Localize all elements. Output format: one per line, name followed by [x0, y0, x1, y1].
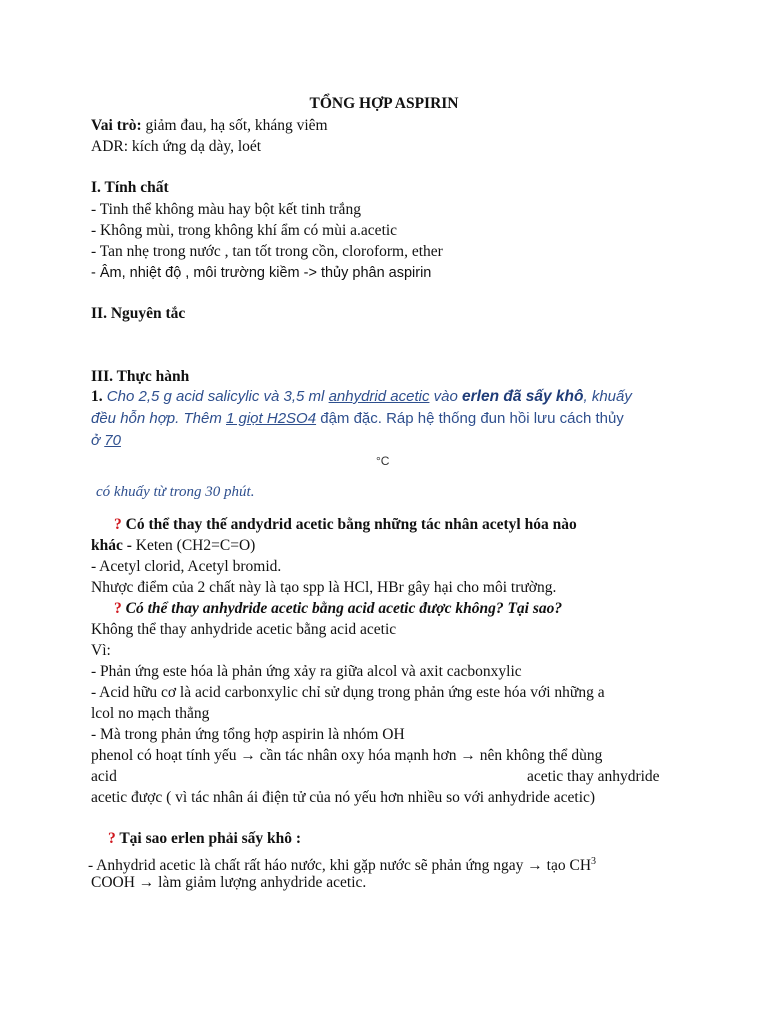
question-dry-erlen: [108, 829, 301, 849]
question-acetylating-agents: [114, 515, 577, 535]
answer-line: Vì:: [91, 642, 111, 659]
question-text: Có thể thay anhydride acetic bằng acid acetic được không? Tại sao?: [121, 600, 563, 617]
question-text: Tại sao erlen phải sấy khô :: [115, 830, 302, 847]
section-heading-properties: I. Tính chất: [91, 179, 169, 196]
answer-label: khác -: [91, 537, 136, 554]
question-mark-icon: ?: [114, 600, 122, 617]
step-text: , khuấy: [583, 388, 632, 405]
section-heading-practice: III. Thực hành: [91, 368, 190, 385]
practice-step-line: [91, 387, 632, 407]
answer-line-left: acid: [91, 768, 117, 785]
step-text: ở: [91, 432, 105, 449]
step-text-underlined: 1 giọt H2SO4: [226, 410, 317, 427]
role-label: Vai trò:: [91, 117, 142, 134]
answer-line-right: acetic thay anhydride: [527, 768, 660, 785]
step-text: đậm đặc. Ráp hệ thống đun hồi lưu cách thủy: [316, 410, 624, 427]
property-item: - Âm, nhiệt độ , môi trường kiềm -> thủy phân aspirin: [91, 265, 432, 281]
property-item: - Tan nhẹ trong nước , tan tốt trong cồn, cloroform, ether: [91, 243, 443, 260]
answer-line: - Mà trong phản ứng tổng hợp aspirin là nhóm OH: [91, 726, 405, 743]
role-text: giảm đau, hạ sốt, kháng viêm: [141, 117, 328, 134]
answer-line: acetic được ( vì tác nhân ái điện tử của nó yếu hơn nhiều so với anhydride acetic): [91, 789, 596, 806]
role-line: [91, 116, 328, 136]
answer-line: [91, 536, 255, 556]
page-title: TỔNG HỢP ASPIRIN: [309, 95, 459, 112]
answer-line: phenol có hoạt tính yếu → cần tác nhân oxy hóa mạnh hơn → nên không thể dùng: [91, 747, 603, 764]
step-text-emphasis: erlen đã sấy khô: [462, 388, 584, 405]
answer-text: Keten (CH2=C=O): [135, 537, 256, 554]
answer-line: Nhược điểm của 2 chất này là tạo spp là HCl, HBr gây hại cho môi trường.: [91, 579, 557, 596]
degree-unit: °C: [376, 454, 390, 468]
section-heading-principle: II. Nguyên tắc: [91, 305, 186, 322]
question-text: Có thể thay thế andydrid acetic bằng những tác nhân acetyl hóa nào: [121, 516, 577, 533]
practice-step-line: [91, 409, 624, 429]
step-text: vào: [429, 388, 462, 405]
answer-text: - Anhydrid acetic là chất rất háo nước, khi gặp nước sẽ phản ứng ngay → tạo CH: [88, 857, 592, 875]
step-text-underlined: 70: [104, 432, 121, 449]
practice-step-line: có khuấy từ trong 30 phút.: [96, 484, 255, 500]
step-number: 1.: [91, 388, 103, 405]
adr-line: ADR: kích ứng dạ dày, loét: [91, 138, 262, 155]
question-acetic-acid: [114, 599, 562, 619]
question-mark-icon: ?: [114, 516, 122, 533]
step-text-underlined: anhydrid acetic: [328, 388, 430, 405]
question-mark-icon: ?: [108, 830, 116, 847]
answer-line: - Acid hữu cơ là acid carbonxylic chỉ sử dụng trong phản ứng este hóa với những a: [91, 684, 605, 701]
property-item: - Tinh thể không màu hay bột kết tinh trắng: [91, 201, 361, 218]
practice-step-line: [91, 431, 121, 451]
step-text: đều hỗn hợp. Thêm: [91, 410, 226, 427]
answer-line: - Phản ứng este hóa là phản ứng xảy ra giữa alcol và axit cacbonxylic: [91, 663, 522, 680]
answer-line: COOH → làm giảm lượng anhydride acetic.: [91, 874, 367, 891]
subscript: 3: [591, 856, 597, 867]
step-text: Cho 2,5 g acid salicylic và 3,5 ml: [102, 388, 329, 405]
answer-line: lcol no mạch thẳng: [91, 705, 210, 722]
answer-line: Không thể thay anhydride acetic bằng acid acetic: [91, 621, 397, 638]
property-item: - Không mùi, trong không khí ẩm có mùi a.acetic: [91, 222, 398, 239]
answer-line: - Acetyl clorid, Acetyl bromid.: [91, 558, 282, 575]
